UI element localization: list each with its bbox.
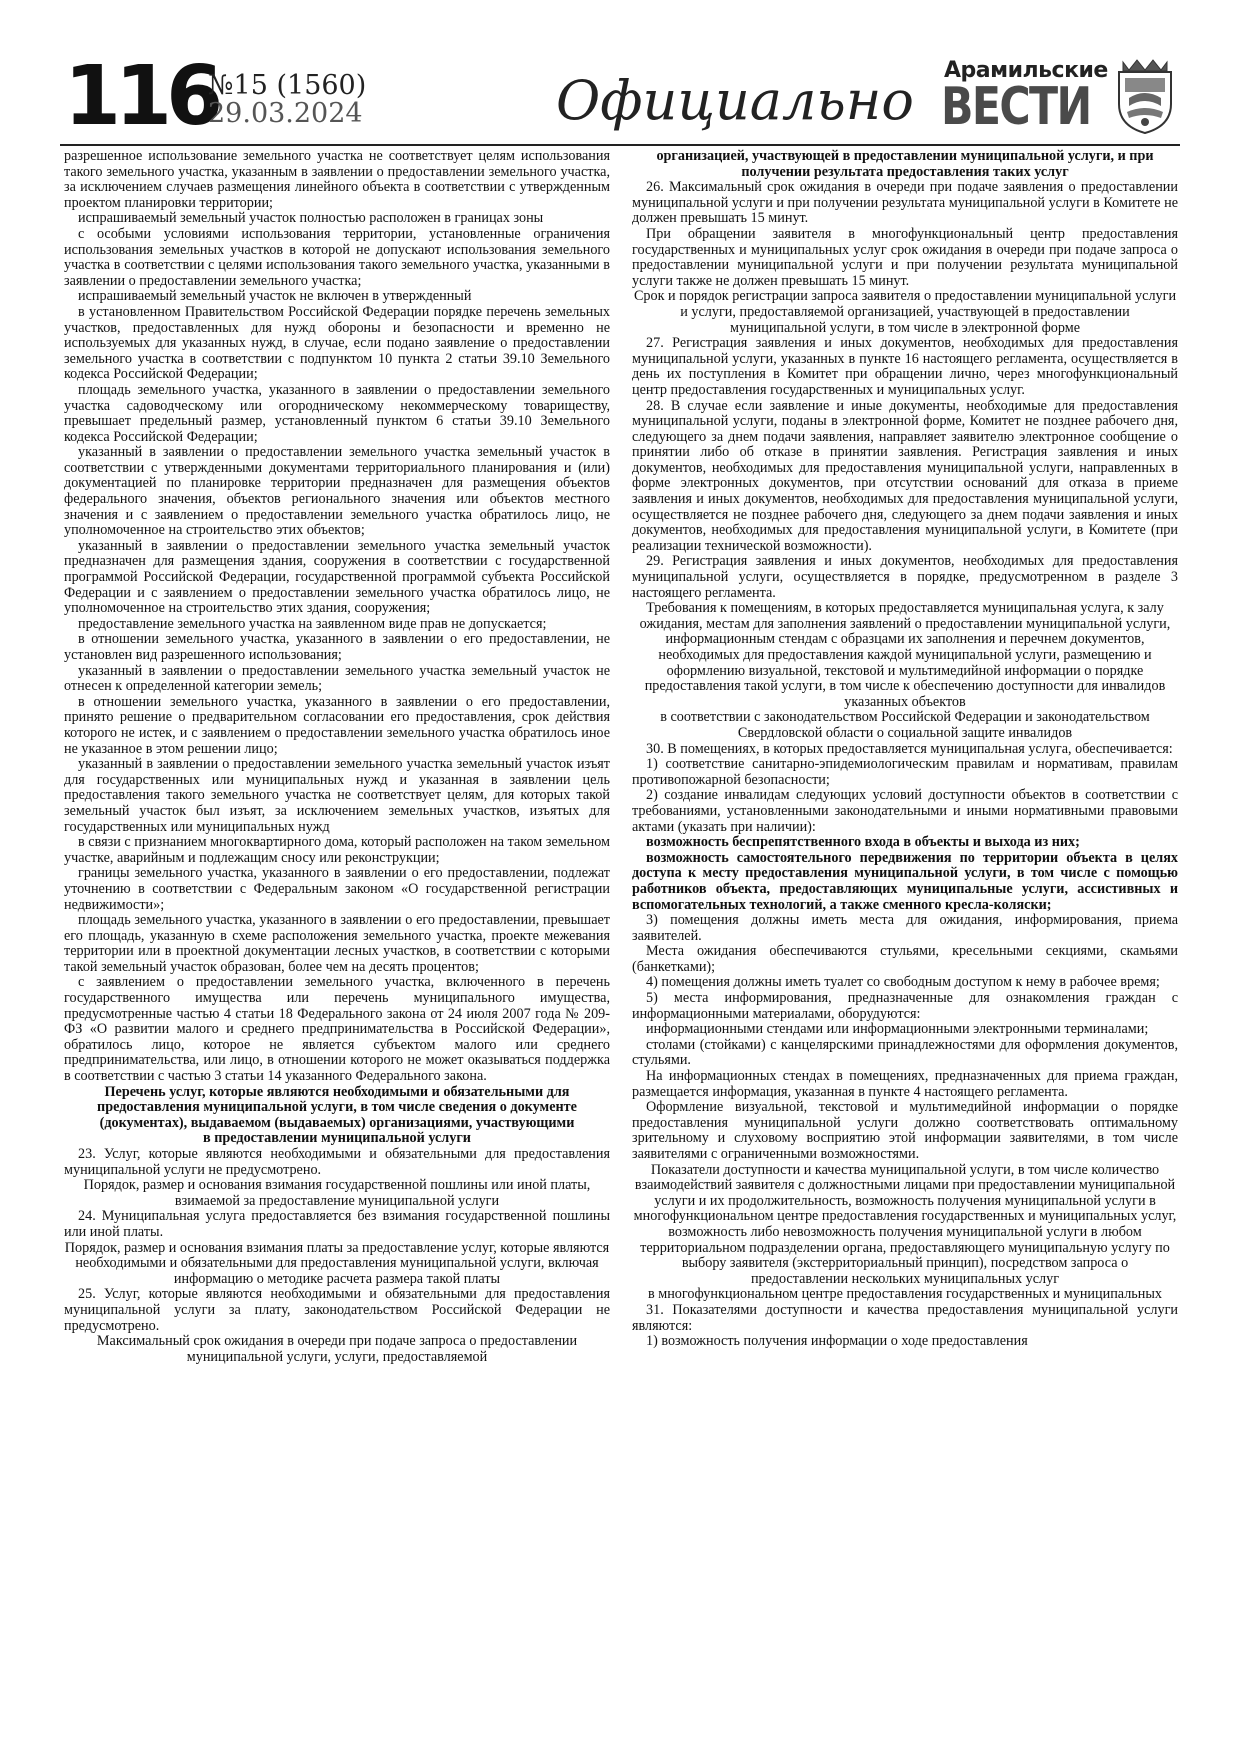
paragraph: Показатели доступности и качества муниципальной услуги, в том числе количество взаимодействий заявителя с должностными лицами при предоставлении муниципальной услуги и их продолжительность, возможность получения муниципальной услуги в многофункциональном центре предоставления государственных и муниципальных услуг, возможность либо невозможность получения муниципальной услуги в любом территориальном подразделении органа, предоставляющего муниципальную услугу по выбору заявителя (экстерриториальный принцип), посредством запроса о предоставлении нескольких муниципальных услуг [633,1161,1177,1287]
paragraph: возможность беспрепятственного входа в объекты и выхода из них; [646,834,1080,851]
paragraph: 3) помещения должны иметь места для ожидания, информирования, приема заявителей. [632,912,1178,944]
paragraph: указанный в заявлении о предоставлении земельного участка земельный участок не отнесен к определенной категории земель; [64,662,610,695]
paragraph: в связи с признанием многоквартирного дома, который расположен на таком земельном участке, аварийным и подлежащим сносу или реконструкции; [64,834,610,866]
paragraph: 28. В случае если заявление и иные документы, необходимые для предоставления муниципальной услуги, поданы в электронной форме, Комитет не позднее рабочего дня, следующего за днем подачи заявления, направляет заявителю электронное сообщение о принятии либо об отказе в принятии заявления. Регистрация заявления и иных документов, необходимых для предоставления муниципальной услуги, направленных в форме электронных документов, при отсутствии оснований для отказа в приеме заявления и иных документов, необходимых для предоставления муниципальной услуги, осуществляется не позднее рабочего дня, следующего за днем подачи заявления и иных документов, необходимых для предоставления муниципальной услуги, в Комитете (при реализации технической возможности). [632,397,1178,554]
paragraph: 26. Максимальный срок ожидания в очереди при подаче заявления о предоставлении муниципальной услуги и при получении результата муниципальной услуги в Комитете не должен превышать 15 минут. [632,179,1178,227]
text-column-left [64,149,610,1365]
paragraph: в установленном Правительством Российской Федерации порядке перечень земельных участков, предоставленных для нужд обороны и безопасности и временно не используемых для указанных нужд, в случае, если подано заявление о предоставлении земельного участка в соответствии с подпунктом 10 пункта 2 статьи 39.10 Земельного кодекса Российской Федерации; [64,303,610,383]
paragraph: указанный в заявлении о предоставлении земельного участка земельный участок в соответствии с утвержденными документами территориального планирования и (или) документацией по планировке территории предназначен для размещения объектов федерального значения, объектов регионального значения или объектов местного значения и с заявлением о предоставлении земельного участка обратилось лицо, не уполномоченное на строительство этих объектов; [64,444,610,539]
paragraph: указанный в заявлении о предоставлении земельного участка земельный участок изъят для государственных или муниципальных нужд и указанная в заявлении цель предоставления такого земельного участка не соответствует целям, для которых такой земельный участок был изъят, за исключением земельных участков, изъятых для государственных или муниципальных нужд [64,756,610,835]
paragraph: испрашиваемый земельный участок полностью расположен в границах зоны [78,210,544,227]
paragraph: разрешенное использование земельного участка не соответствует целям использования такого земельного участка, указанным в заявлении о предоставлении земельного участка, за исключением случаев размещения линейного объекта в соответствии с утвержденным проектом планировки территории; [64,148,610,211]
paragraph: На информационных стендах в помещениях, предназначенных для приема граждан, размещается информация, указанная в пункте 4 настоящего регламента. [632,1068,1178,1100]
paragraph: При обращении заявителя в многофункциональный центр предоставления государственных и муниципальных услуг срок ожидания в очереди при подаче запроса о предоставлении муниципальной услуги и при получении результата муниципальной услуги также не должен превышать 15 минут. [632,225,1178,289]
paragraph: информационными стендами или информационными электронными терминалами; [646,1021,1149,1038]
paragraph: 29. Регистрация заявления и иных документов, необходимых для предоставления муниципальной услуги, осуществляется в порядке, предусмотренном в разделе 3 настоящего регламента. [632,553,1178,601]
paragraph: площадь земельного участка, указанного в заявлении о предоставлении земельного участка садоводческому или огородническому некоммерческому товариществу, превышает предельный размер, установленный пунктом 6 статьи 39.10 Земельного кодекса Российской Федерации; [64,381,610,445]
issue-info [208,72,366,128]
paragraph: с заявлением о предоставлении земельного участка, включенного в перечень государственного имущества или перечень муниципального имущества, предусмотренные частью 4 статьи 18 Федерального закона от 24 июля 2007 года № 209-ФЗ «О развитии малого и среднего предпринимательства в Российской Федерации», обратилось лицо, которое не является субъектом малого или среднего предпринимательства, или лицо, в отношении которого не может оказываться поддержка в соответствии с частью 3 статьи 14 указанного Федерального закона. [64,974,610,1085]
paragraph: 27. Регистрация заявления и иных документов, необходимых для предоставления муниципальной услуги, указанных в пункте 16 настоящего регламента, осуществляется в день их поступления в Комитет при обращении лично, через многофункциональный центр предоставления государственных и муниципальных услуг. [632,335,1178,398]
paragraph: 5) места информирования, предназначенные для ознакомления граждан с информационными материалами, оборудуются: [632,990,1178,1022]
paragraph: с особыми условиями использования территории, установленные ограничения использования земельных участков в которой не допускают использования земельного участка в соответствии с целями использования такого земельного участка, указанными в заявлении о предоставлении земельного участка; [64,225,610,289]
paragraph: 31. Показателями доступности и качества предоставления муниципальной услуги являются: [632,1301,1178,1334]
paragraph: 1) возможность получения информации о ходе предоставления [646,1333,1028,1350]
paragraph: испрашиваемый земельный участок не включен в утвержденный [78,288,472,305]
paragraph: столами (стойками) с канцелярскими принадлежностями для оформления документов, стульями. [632,1036,1178,1069]
paragraph: границы земельного участка, указанного в заявлении о его предоставлении, подлежат уточнению в соответствии с Федеральным законом «О государственной регистрации недвижимости»; [64,865,610,913]
paragraph: в отношении земельного участка, указанного в заявлении о его предоставлении, не установлен вид разрешенного использования; [64,631,610,663]
coat-of-arms-icon [1117,58,1173,134]
paragraph: в отношении земельного участка, указанного в заявлении о его предоставлении, принято решение о предварительном согласовании его предоставления, срок действия которого не истек, и с заявлением о предоставлении земельного участка обратилось иное не указанное в этом решении лицо; [64,693,610,757]
issue-number: №15 (1560) [208,70,367,101]
newspaper-name-line2: ВЕСТИ [941,77,1091,137]
paragraph: 23. Услуг, которые являются необходимыми и обязательными для предоставления муниципальной услуги не предусмотрено. [64,1146,610,1178]
page-number: 116 [64,49,218,144]
paragraph: 2) создание инвалидам следующих условий доступности объектов в соответствии с требованиями, установленными законодательными и иными нормативными правовыми актами (указать при наличии): [632,787,1178,835]
paragraph: площадь земельного участка, указанного в заявлении о его предоставлении, превышает его площадь, указанную в схеме расположения земельного участка, проекте межевания территории или в проектной документации лесных участков, в соответствии с которыми такой земельный участок образован, более чем на десять процентов; [64,912,610,975]
paragraph: предоставление земельного участка на заявленном виде прав не допускается; [78,615,547,632]
paragraph: 24. Муниципальная услуга предоставляется без взимания государственной пошлины или иной платы. [64,1208,610,1240]
paragraph: возможность самостоятельного передвижения по территории объекта в целях доступа к месту предоставления муниципальной услуги, в том числе с помощью работников объекта, предоставляющих муниципальные услуги, ассистивных и вспомогательных технологий, а также сменного кресла-коляски; [632,849,1178,913]
newspaper-name-line1: Арамильские [944,58,1108,83]
section-title: Официально [556,69,914,132]
paragraph: Оформление визуальной, текстовой и мультимедийной информации о порядке предоставления муниципальной услуги должно соответствовать оптимальному зрительному и слуховому восприятию этой информации заявителями, в том числе заявителями с ограниченными возможностями. [632,1099,1178,1162]
paragraph: Порядок, размер и основания взимания платы за предоставление услуг, которые являются необходимыми и обязательными для предоставления муниципальной услуги, включая информацию о методике расчета размера такой платы [64,1239,610,1287]
paragraph: в предоставлении муниципальной услуги [203,1130,471,1147]
paragraph: организацией, участвующей в предоставлении муниципальной услуги, и при получении результата предоставления таких услуг [656,148,1154,180]
paragraph: Места ожидания обеспечиваются стульями, кресельными секциями, скамьями (банкетками); [632,943,1178,975]
paragraph: 1) соответствие санитарно-эпидемиологическим правилам и нормативам, правилам противопожарной безопасности; [632,756,1178,788]
paragraph: 4) помещения должны иметь туалет со свободным доступом к нему в рабочее время; [646,974,1160,991]
paragraph: Срок и порядок регистрации запроса заявителя о предоставлении муниципальной услуги и услуги, предоставляемой организацией, участвующей в предоставлении муниципальной услуги, в том числе в электронной форме [633,288,1177,336]
paragraph: указанный в заявлении о предоставлении земельного участка земельный участок предназначен для размещения здания, сооружения в соответствии с государственной программой Российской Федерации, государственной программой субъекта Российской Федерации и с заявлением о предоставлении земельного участка обратилось лицо, не уполномоченное на строительство этих здания, сооружения; [64,537,610,617]
text-column-right [632,149,1178,1350]
paragraph: 30. В помещениях, в которых предоставляется муниципальная услуга, обеспечивается: [646,740,1173,757]
paragraph: в соответствии с законодательством Российской Федерации и законодательством Свердловской области о социальной защите инвалидов [660,709,1150,741]
paragraph: Максимальный срок ожидания в очереди при подаче запроса о предоставлении муниципальной услуги, услуги, предоставляемой [96,1333,578,1365]
paragraph: Перечень услуг, которые являются необходимыми и обязательными для предоставления муниципальной услуги, в том числе сведения о документе (документах), выдаваемом (выдаваемых) организациями, участвующими [97,1083,577,1131]
page-header [0,0,1241,146]
paragraph: в многофункциональном центре предоставления государственных и муниципальных [647,1286,1162,1303]
issue-date: 29.03.2024 [208,98,363,129]
paragraph: 25. Услуг, которые являются необходимыми и обязательными для предоставления муниципальной услуги за плату, законодательством Российской Федерации не предусмотрено. [64,1286,610,1334]
header-rule [60,144,1180,146]
paragraph: Порядок, размер и основания взимания государственной пошлины или иной платы, взимаемой за предоставление муниципальной услуги [83,1177,591,1209]
paragraph: Требования к помещениям, в которых предоставляется муниципальная услуга, к залу ожидания, местам для заполнения заявлений о предоставлении муниципальной услуги, информационным стендам с образцами их заполнения и перечнем документов, необходимых для предоставления каждой муниципальной услуги, размещению и оформлению визуальной, текстовой и мультимедийной информации о порядке предоставления такой услуги, в том числе к обеспечению доступности для инвалидов указанных объектов [639,600,1171,710]
